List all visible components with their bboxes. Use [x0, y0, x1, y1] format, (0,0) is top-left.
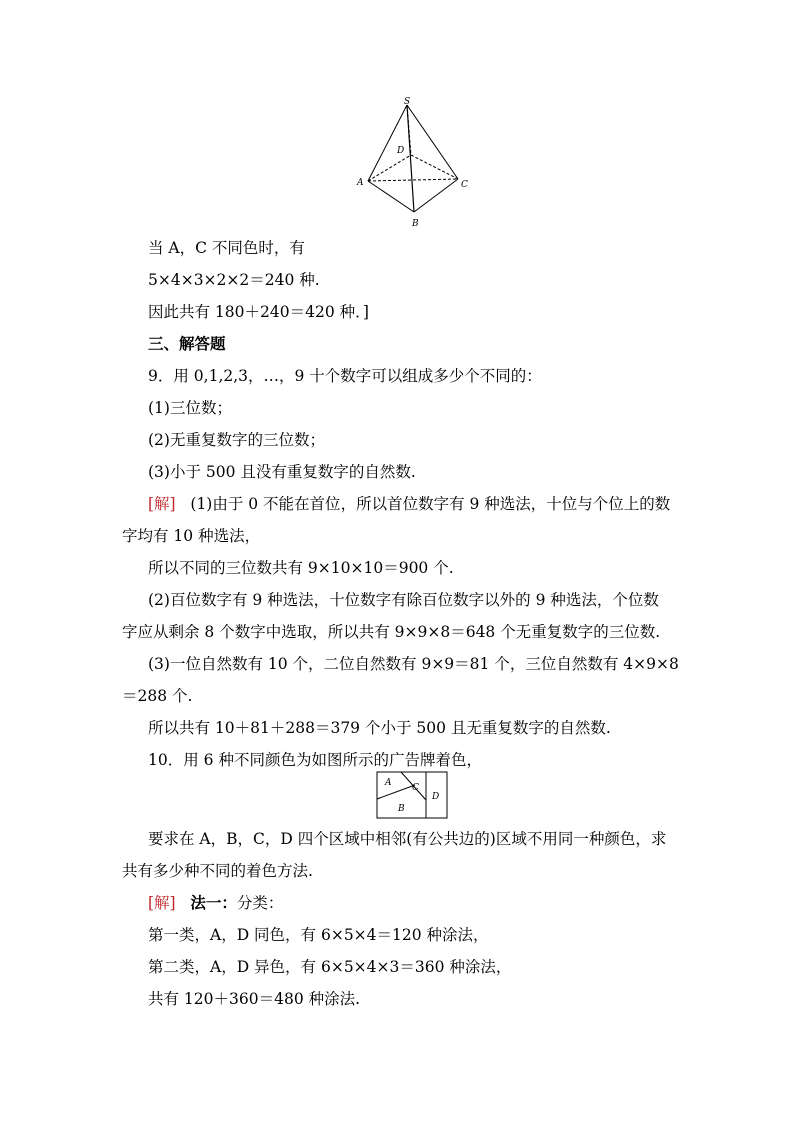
region-label-b: B: [398, 804, 405, 814]
text-line: 字均有 10 种选法，: [122, 527, 261, 545]
question-9-part-2: (2)无重复数字的三位数；: [148, 431, 325, 449]
answer-9-line: [148, 494, 670, 514]
method-heading-text: 分类：: [236, 894, 284, 912]
method-heading: 法一：: [190, 893, 237, 912]
question-9-part-3: (3)小于 500 且没有重复数字的自然数.: [148, 463, 416, 481]
text-line: (2)百位数字有 9 种选法，十位数字有除百位数字以外的 9 种选法，个位数: [148, 591, 659, 609]
text-line: (3)一位自然数有 10 个，二位自然数有 9×9＝81 个，三位自然数有 4×9×8: [148, 655, 679, 673]
question-9-part-1: (1)三位数；: [148, 399, 232, 417]
vertex-label-d: D: [397, 146, 405, 156]
section-heading: 三、解答题: [148, 334, 226, 353]
answer-10-line: [148, 893, 283, 913]
region-label-a: A: [385, 778, 392, 788]
question-9: 9．用 0,1,2,3，…，9 十个数字可以组成多少个不同的：: [148, 367, 542, 385]
region-label-c: C: [412, 783, 419, 793]
text-line: 所以共有 10＋81＋288＝379 个小于 500 且无重复数字的自然数.: [148, 719, 611, 737]
region-label-d: D: [432, 792, 440, 802]
answer-tag: [解]: [148, 495, 176, 513]
answer-text: (1)由于 0 不能在首位，所以首位数字有 9 种选法，十位与个位上的数: [190, 495, 671, 513]
text-line: 要求在 A，B，C，D 四个区域中相邻(有公共边的)区域不用同一种颜色，求: [148, 830, 667, 848]
vertex-label-b: B: [412, 219, 419, 229]
text-line: 5×4×3×2×2＝240 种.: [148, 271, 320, 289]
vertex-label-s: S: [404, 97, 411, 107]
vertex-label-c: C: [461, 180, 468, 190]
text-line: ＝288 个.: [122, 687, 193, 705]
vertex-label-a: A: [357, 178, 364, 188]
text-line: 共有 120＋360＝480 种涂法.: [148, 990, 361, 1008]
text-line: 所以不同的三位数共有 9×10×10＝900 个.: [148, 559, 454, 577]
question-10: 10．用 6 种不同颜色为如图所示的广告牌着色，: [148, 751, 482, 769]
text-line: 当 A，C 不同色时，有: [148, 239, 305, 257]
answer-tag: [解]: [148, 894, 176, 912]
billboard-figure: [376, 771, 450, 821]
text-line: 因此共有 180＋240＝420 种．]: [148, 303, 369, 321]
pyramid-figure: [355, 95, 475, 230]
text-line: 第二类，A，D 异色，有 6×5×4×3＝360 种涂法，: [148, 958, 512, 976]
text-line: 字应从剩余 8 个数字中选取，所以共有 9×9×8＝648 个无重复数字的三位数.: [122, 623, 661, 641]
text-line: 共有多少种不同的着色方法.: [122, 862, 313, 880]
text-line: 第一类，A，D 同色，有 6×5×4＝120 种涂法，: [148, 926, 489, 944]
